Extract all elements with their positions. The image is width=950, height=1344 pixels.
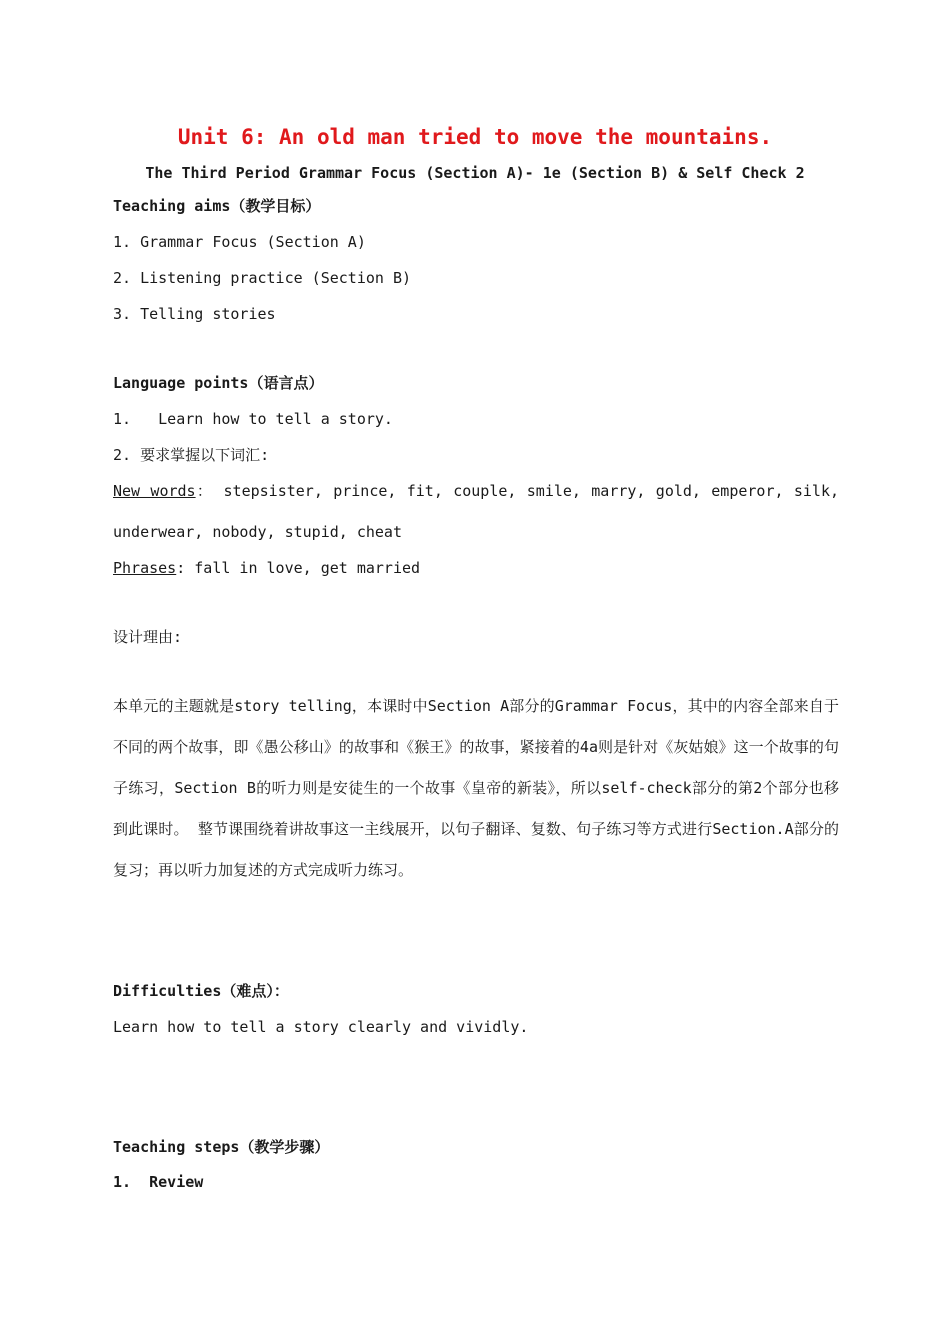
difficulties-text: Learn how to tell a story clearly and vividly. xyxy=(113,1018,529,1036)
new-words-label: New words xyxy=(113,482,196,500)
teaching-step-item: 1. Review xyxy=(113,1173,204,1191)
teaching-aim-item: 1. Grammar Focus (Section A) xyxy=(113,233,366,251)
teaching-aims-heading: Teaching aims（教学目标） xyxy=(113,197,321,215)
design-reason-heading: 设计理由: xyxy=(113,628,183,646)
phrases-label: Phrases xyxy=(113,559,177,577)
phrases-text: : fall in love, get married xyxy=(176,559,421,577)
teaching-aim-item: 2. Listening practice (Section B) xyxy=(113,269,412,287)
teaching-steps-heading: Teaching steps（教学步骤） xyxy=(113,1138,330,1156)
difficulties-heading: Difficulties（难点）： xyxy=(113,982,289,1000)
document-subtitle: The Third Period Grammar Focus (Section A)- 1e (Section B) & Self Check 2 xyxy=(145,164,805,182)
language-point-item: 2. 要求掌握以下词汇: xyxy=(113,446,270,464)
new-words-text: ： stepsister, prince, fit, couple, smile, marry, gold, emperor, silk, underwear, nobody, stupid, cheat xyxy=(113,482,840,541)
document-title: Unit 6: An old man tried to move the mountains. xyxy=(177,125,773,149)
language-point-item: 1. Learn how to tell a story. xyxy=(113,410,393,428)
design-reason-paragraph: 本单元的主题就是story telling，本课时中Section A部分的Grammar Focus，其中的内容全部来自于不同的两个故事，即《愚公移山》的故事和《猴王》的故事，紧接着的4a则是针对《灰姑娘》这一个故事的句子练习，Section B的听力则是安徒生的一个故事《皇帝的新装》，所以self-check部分的第2个部分也移到此课时。 整节课围绕着讲故事这一主线展开，以句子翻译、复数、句子练习等方式进行Section.A部分的复习；再以听力加复述的方式完成听力练习。 xyxy=(113,697,839,879)
language-points-heading: Language points（语言点） xyxy=(113,374,324,392)
teaching-aim-item: 3. Telling stories xyxy=(113,305,276,323)
new-words-list xyxy=(113,471,839,553)
phrases-line xyxy=(113,558,420,578)
